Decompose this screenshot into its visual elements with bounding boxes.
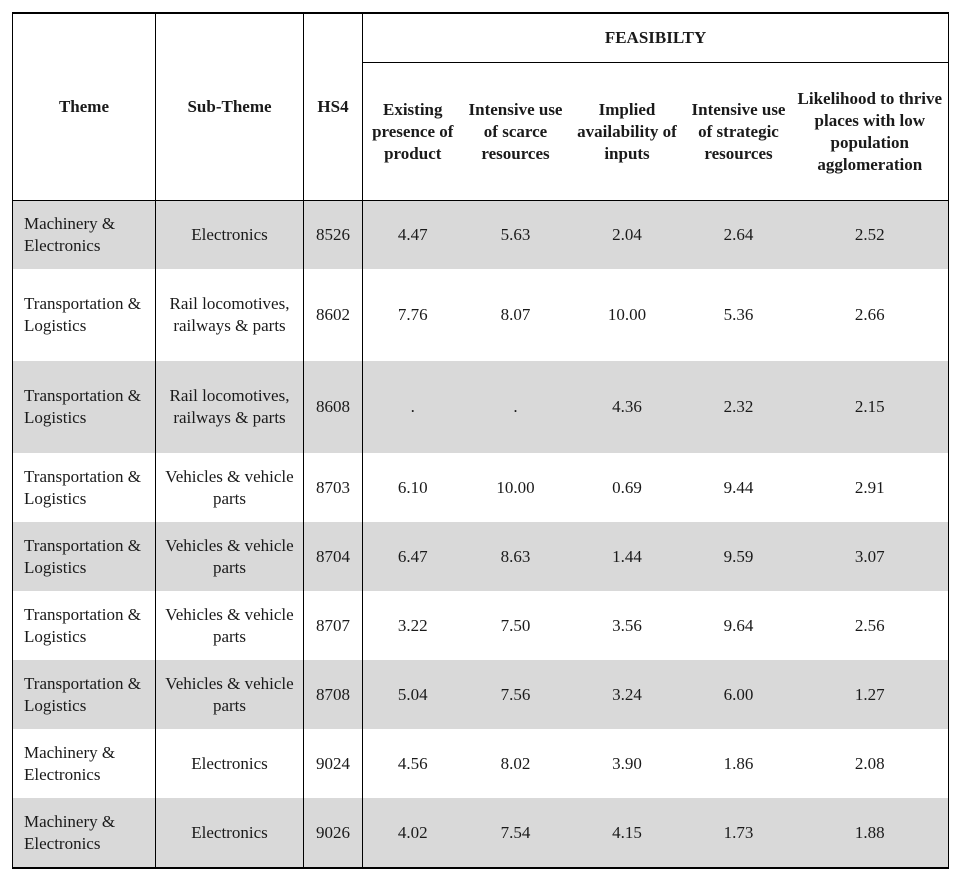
cell-scarce-resources: 8.63 (463, 522, 569, 591)
cell-theme: Transportation & Logistics (13, 660, 156, 729)
cell-scarce-resources: 8.07 (500, 305, 531, 324)
cell-existing-presence: . (363, 361, 463, 453)
cell-strategic-resources: 5.36 (723, 305, 754, 324)
cell-existing-presence: 4.02 (363, 798, 463, 868)
cell-strategic-resources: 1.86 (723, 753, 754, 773)
cell-theme: Transportation & Logistics (13, 269, 156, 361)
cell-hs4: 9024 (304, 729, 363, 798)
cell-existing-presence: 6.47 (363, 522, 463, 591)
cell-implied-availability: 3.24 (569, 660, 686, 729)
cell-hs4: 8707 (304, 591, 363, 660)
header-feasibility-group: FEASIBILTY (363, 13, 949, 63)
header-hs4: HS4 (304, 13, 363, 201)
cell-low-population-likelihood: 1.27 (792, 660, 949, 729)
feasibility-table (12, 12, 949, 869)
header-scarce-resources: Intensive use of scarce resources (463, 63, 569, 201)
cell-scarce-resources: . (463, 361, 569, 453)
header-low-population-likelihood: Likelihood to thrive places with low population agglomeration (792, 63, 949, 201)
cell-implied-availability: 3.90 (612, 753, 642, 773)
cell-theme: Transportation & Logistics (13, 361, 156, 453)
header-sub-theme: Sub-Theme (156, 13, 304, 201)
table-row (13, 729, 949, 798)
cell-low-population-likelihood: 2.52 (792, 201, 949, 270)
cell-sub-theme: Vehicles & vehicle parts (156, 522, 304, 591)
cell-sub-theme: Electronics (156, 729, 304, 798)
cell-sub-theme: Electronics (156, 201, 304, 270)
header-implied-availability: Implied availability of inputs (569, 63, 686, 201)
cell-hs4: 8602 (304, 269, 363, 361)
cell-low-population-likelihood: 2.66 (792, 269, 949, 361)
cell-existing-presence: 5.04 (363, 660, 463, 729)
cell-low-population-likelihood: 3.07 (792, 522, 949, 591)
cell-low-population-likelihood: 2.08 (792, 729, 949, 798)
cell-existing-presence: 7.76 (363, 269, 463, 361)
header-strategic-resources: Intensive use of strategic resources (686, 63, 792, 201)
cell-scarce-resources: 7.54 (463, 798, 569, 868)
cell-implied-availability: 4.36 (569, 361, 686, 453)
table-row (13, 453, 949, 522)
cell-hs4: 8704 (304, 522, 363, 591)
cell-existing-presence: 3.22 (363, 591, 463, 660)
cell-low-population-likelihood: 2.91 (792, 453, 949, 522)
cell-hs4: 8526 (304, 201, 363, 270)
cell-scarce-resources: 7.50 (500, 615, 531, 635)
cell-scarce-resources: 7.56 (463, 660, 569, 729)
cell-scarce-resources: 5.63 (463, 201, 569, 270)
cell-sub-theme: Vehicles & vehicle parts (156, 453, 304, 522)
cell-low-population-likelihood: 2.15 (792, 361, 949, 453)
table-row (13, 522, 949, 591)
table-row (13, 201, 949, 270)
cell-existing-presence: 4.47 (363, 201, 463, 270)
cell-strategic-resources: 2.64 (686, 201, 792, 270)
cell-theme: Machinery & Electronics (13, 798, 156, 868)
cell-existing-presence: 4.56 (363, 729, 463, 798)
header-existing-presence: Existing presence of product (363, 63, 463, 201)
cell-strategic-resources: 9.59 (686, 522, 792, 591)
cell-hs4: 9026 (304, 798, 363, 868)
cell-strategic-resources: 9.44 (723, 477, 754, 497)
cell-theme: Machinery & Electronics (13, 729, 156, 798)
cell-hs4: 8708 (304, 660, 363, 729)
header-theme: Theme (13, 13, 156, 201)
cell-strategic-resources: 1.73 (686, 798, 792, 868)
cell-implied-availability: 3.56 (612, 615, 642, 635)
cell-hs4: 8703 (304, 453, 363, 522)
cell-implied-availability: 10.00 (607, 305, 647, 324)
cell-strategic-resources: 2.32 (686, 361, 792, 453)
cell-implied-availability: 4.15 (569, 798, 686, 868)
cell-theme: Transportation & Logistics (13, 522, 156, 591)
cell-scarce-resources: 8.02 (500, 753, 531, 773)
cell-implied-availability: 2.04 (569, 201, 686, 270)
table-row (13, 660, 949, 729)
cell-theme: Machinery & Electronics (13, 201, 156, 270)
table-row (13, 361, 949, 453)
table-row (13, 798, 949, 868)
cell-sub-theme: Vehicles & vehicle parts (156, 660, 304, 729)
cell-low-population-likelihood: 2.56 (792, 591, 949, 660)
cell-sub-theme: Electronics (156, 798, 304, 868)
cell-sub-theme: Rail locomotives, railways & parts (156, 361, 304, 453)
table-row (13, 591, 949, 660)
cell-sub-theme: Rail locomotives, railways & parts (156, 269, 304, 361)
cell-implied-availability: 1.44 (569, 522, 686, 591)
cell-strategic-resources: 6.00 (686, 660, 792, 729)
cell-strategic-resources: 9.64 (723, 615, 754, 635)
cell-sub-theme: Vehicles & vehicle parts (156, 591, 304, 660)
cell-existing-presence: 6.10 (363, 453, 463, 522)
cell-scarce-resources: 10.00 (496, 477, 535, 497)
table-row (13, 269, 949, 361)
cell-implied-availability: 0.69 (612, 477, 642, 497)
cell-hs4: 8608 (304, 361, 363, 453)
cell-theme: Transportation & Logistics (13, 591, 156, 660)
cell-low-population-likelihood: 1.88 (792, 798, 949, 868)
cell-theme: Transportation & Logistics (13, 453, 156, 522)
